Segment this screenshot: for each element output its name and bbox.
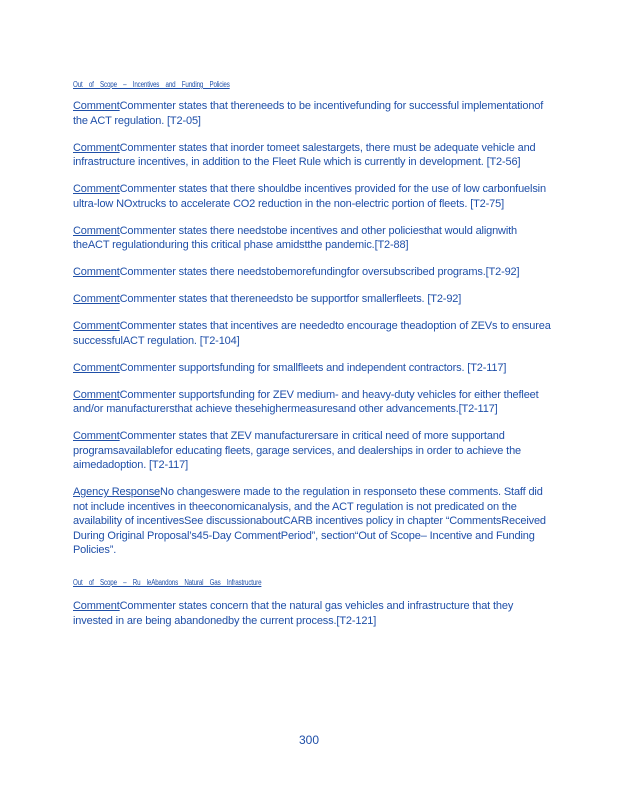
comment-tag: Comment	[73, 183, 120, 195]
comment-text: Commenter states concern that the natural gas vehicles and infrastructure that they invested in are being abandonedby the current process.[T2-121]	[73, 600, 514, 627]
comment-text: Commenter states that thereneeds to be incentivefunding for successful implementationof the ACT regulation. [T2-05]	[73, 100, 544, 127]
comment-text: Commenter states that ZEV manufacturersare in critical need of more supportand programsavailablefor educating fleets, garage services, and dealerships in order to achieve the aimedadoption. [T2-117]	[73, 430, 522, 471]
comment-tag: Comment	[73, 361, 120, 374]
comment-tag: Comment	[73, 388, 120, 401]
comment-paragraph	[73, 361, 553, 376]
comment-tag: Comment	[73, 100, 120, 112]
comment-paragraph	[73, 99, 553, 128]
comment-text: Commenter states that inorder tomeet salestargets, there must be adequate vehicle and infrastructure incentives, in addition to the Fleet Rule which is currently in development. [T2-56]	[73, 141, 536, 168]
comment-tag: Comment	[73, 600, 120, 612]
comment-text: Commenter states that thereneedsto be supportfor smallerfleets. [T2-92]	[119, 293, 462, 305]
comment-list	[73, 99, 553, 473]
agency-response-tag: Agency Response	[73, 486, 161, 498]
comment-text: Commenter states that there shouldbe incentives provided for the use of low carbonfuelsin ultra-low NOxtrucks to accelerate CO2 reduction in the non-electric portion of fleets. [T2-75]	[73, 183, 546, 210]
comment-paragraph	[73, 265, 553, 280]
comment-text: Commenter supportsfunding for smallfleets and independent contractors. [T2-117]	[119, 361, 507, 374]
section-heading-incentives: Out of Scope – Incentives and Funding Policies	[73, 80, 230, 89]
comment-tag: Comment	[73, 320, 120, 332]
comment-paragraph	[73, 388, 553, 417]
comment-paragraph	[73, 319, 553, 348]
comment-text: Commenter states that incentives are neededto encourage theadoption of ZEVs to ensurea successfulACT regulation. [T2-104]	[73, 320, 551, 347]
comment-tag: Comment	[73, 224, 120, 237]
comment-tag: Comment	[73, 430, 120, 442]
comment-tag: Comment	[73, 293, 120, 305]
comment-paragraph	[73, 429, 553, 473]
comment-tag: Comment	[73, 141, 120, 154]
comment-text: Commenter states there needstobe incentives and other policiesthat would alignwith theACT regulationduring this critical phase amidstthe pandemic.[T2-88]	[73, 224, 518, 251]
comment-paragraph	[73, 182, 553, 211]
comment-paragraph	[73, 292, 553, 307]
section-heading-natural-gas: Out of Scope – Ru leAbandons Natural Gas Infrastructure	[73, 578, 262, 587]
comment-text: Commenter states there needstobemorefundingfor oversubscribed programs.[T2-92]	[119, 266, 520, 278]
comment-paragraph	[73, 141, 553, 170]
page-number: 300	[298, 733, 320, 747]
agency-response-text: No changeswere made to the regulation in responseto these comments. Staff did not include incentives in theeconomicanalysis, and the ACT regulation is not predicated on the availability of incentivesSee discussionaboutCARB incentives policy in chapter “CommentsReceived During Original Proposal’s45-Day CommentPeriod”, section“Out of Scope– Incentive and Funding Policies”.	[73, 486, 546, 556]
comment-tag: Comment	[73, 266, 120, 278]
document-body	[73, 74, 553, 641]
comment-paragraph	[73, 224, 553, 253]
comment-paragraph	[73, 599, 553, 628]
comment-text: Commenter supportsfunding for ZEV medium- and heavy-duty vehicles for either thefleet and/or manufacturersthat achieve thesehighermeasuresand other advancements.[T2-117]	[73, 388, 539, 415]
agency-response-paragraph	[73, 485, 553, 558]
